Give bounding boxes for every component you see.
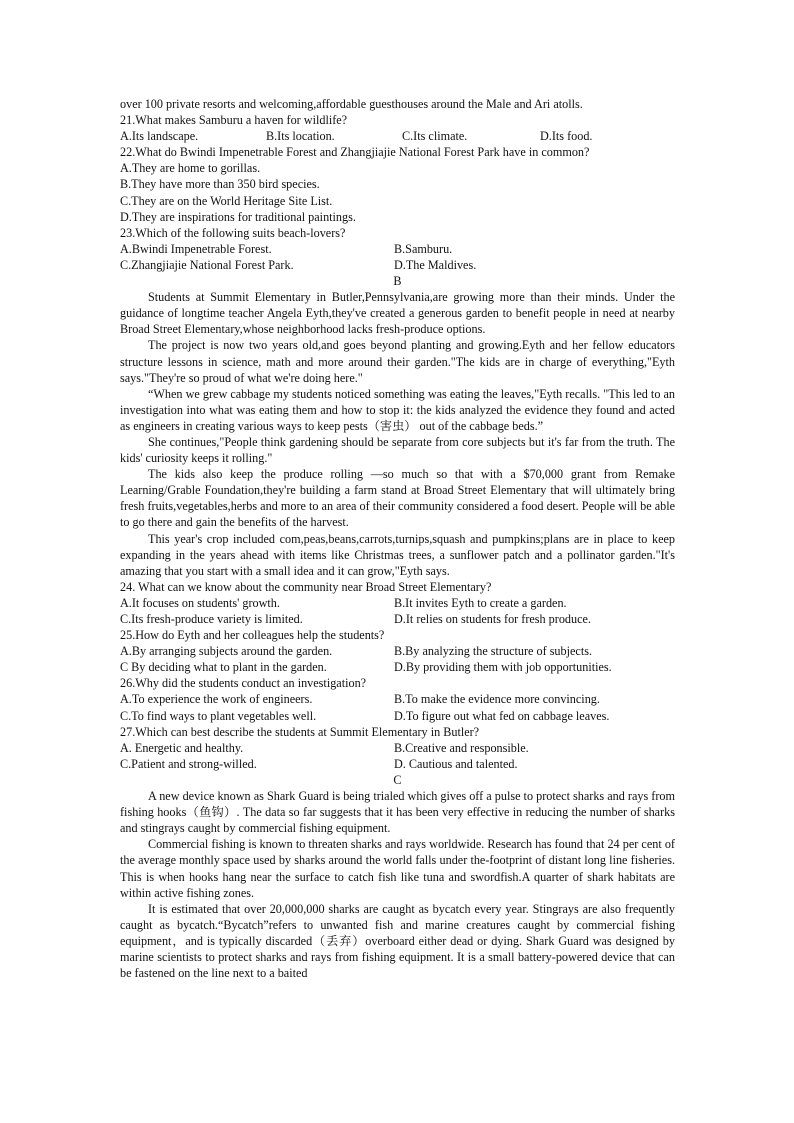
answer-option-row [120,643,675,659]
paragraph: She continues,"People think gardening should be separate from core subjects but it's far from the truth. The kids' curiosity keeps it rolling." [120,434,675,466]
question-stem: 26.Why did the students conduct an investigation? [120,676,367,691]
answer-option: A.Its landscape. [120,129,199,144]
answer-option: D.It relies on students for fresh produce. [394,612,591,626]
answer-option: C.Its fresh-produce variety is limited. [120,612,303,626]
section-c-passage [120,788,675,981]
paragraph: “When we grew cabbage my students noticed something was eating the leaves,"Eyth recalls. "This led to an investigation into what was eating them and how to stop it: the kids analyzed the evidence they found and acted as engineers in creating various ways to keep pests（害虫） out of the cabbage beds.” [120,386,675,433]
answer-option: A.To experience the work of engineers. [120,692,313,707]
answer-option: D.To figure out what fed on cabbage leaves. [394,708,610,723]
section-c-heading: C [393,772,402,787]
paragraph: Students at Summit Elementary in Butler,Pennsylvania,are growing more than their minds. Under the guidance of longtime teacher Angela Eyth,they've created a generous garden to benefit people in need at nearby Broad Street Elementary,whose neighborhood lacks fresh-produce options. [120,290,675,337]
paragraph: The project is now two years old,and goes beyond planting and growing.Eyth and her fellow educators structure lessons in science, math and more around their garden."The kids are in charge of everything,"Eyth says."They're so proud of what we're doing here." [120,338,675,385]
answer-option-row [120,708,675,724]
paragraph: A new device known as Shark Guard is being trialed which gives off a pulse to protect sharks and rays from fishing hooks（鱼钩）. The data so far suggests that it has been very effective in reducing the number of sharks and stingrays caught by commercial fishing equipment. [120,789,675,836]
question-stem: 23.Which of the following suits beach-lovers? [120,225,346,240]
question-stem: 25.How do Eyth and her colleagues help the students? [120,628,385,643]
answer-option: B.Its location. [266,129,335,144]
question-stem: 21.What makes Samburu a haven for wildlife? [120,113,348,128]
answer-option: B.Samburu. [394,241,453,256]
answer-option: A.They are home to gorillas. [120,161,261,176]
answer-option: B.It invites Eyth to create a garden. [394,595,567,610]
answer-option: A.Bwindi Impenetrable Forest. [120,241,272,256]
paragraph: It is estimated that over 20,000,000 sharks are caught as bycatch every year. Stingrays are also frequently caught as bycatch.“Bycatch”refers to unwanted fish and marine creatures caught by commercial fishing equipment，and is typically discarded（丢弃）overboard either dead or dying. Shark Guard was designed by marine scientists to protect sharks and rays from fishing equipment. It is a small battery-powered device that can be fastened on the line next to a baited [120,901,675,981]
question-stem: 27.Which can best describe the students at Summit Elementary in Butler? [120,724,480,739]
answer-option: C By deciding what to plant in the garden. [120,660,327,675]
paragraph: Commercial fishing is known to threaten sharks and rays worldwide. Research has found that 24 per cent of the average monthly space used by sharks around the world falls under the-footprint of distant long line fisheries. This is when hooks hang near the surface to catch fish like tuna and swordfish.A quarter of shark habitats are within active fishing zones. [120,837,675,900]
answer-option: C.They are on the World Heritage Site List. [120,193,333,208]
section-b-heading: B [393,274,402,289]
answer-option-row [120,241,675,257]
answer-option: A.By arranging subjects around the garden. [120,644,333,659]
question-stem: 24. What can we know about the community near Broad Street Elementary? [120,579,492,594]
answer-option-row [120,257,675,273]
answer-option-row [120,691,675,707]
answer-option: B.By analyzing the structure of subjects. [394,644,592,659]
exam-page [120,96,675,981]
answer-option: B.Creative and responsible. [394,740,529,755]
answer-option: A. Energetic and healthy. [120,740,244,755]
question-group-b [120,579,675,772]
answer-option: D.By providing them with job opportunities. [394,660,612,675]
intro-line: over 100 private resorts and welcoming,affordable guesthouses around the Male and Ari atolls. [120,97,583,111]
answer-option: B.They have more than 350 bird species. [120,177,320,192]
answer-option: C.Its climate. [402,129,468,144]
answer-option-row [120,128,675,144]
answer-option: D. Cautious and talented. [394,756,518,771]
question-group-a [120,112,675,273]
paragraph: This year's crop included com,peas,beans,carrots,turnips,squash and pumpkins;plans are in place to keep expanding in the years ahead with items like Christmas trees, a sunflower patch and a pollinator garden."It's amazing that you start with a small idea and it can grow,"Eyth says. [120,531,675,578]
answer-option-row [120,611,675,627]
answer-option: D.Its food. [540,129,593,144]
answer-option: D.The Maldives. [394,257,477,272]
answer-option-row [120,740,675,756]
answer-option: C.To find ways to plant vegetables well. [120,708,317,723]
answer-option: B.To make the evidence more convincing. [394,692,600,707]
paragraph: The kids also keep the produce rolling —so much so that with a $70,000 grant from Remake Learning/Grable Foundation,they're building a farm stand at Broad Street Elementary that will ultimately bring fresh fruits,vegetables,herbs and more to an area of their community considered a food desert. People will be able to go there and gain the benefits of the harvest. [120,467,675,530]
answer-option-row [120,659,675,675]
answer-option: C.Patient and strong-willed. [120,756,257,771]
answer-option: D.They are inspirations for traditional paintings. [120,209,356,224]
question-stem: 22.What do Bwindi Impenetrable Forest and Zhangjiajie National Forest Park have in common? [120,145,590,160]
answer-option-row [120,595,675,611]
answer-option: A.It focuses on students' growth. [120,595,280,610]
answer-option-row [120,756,675,772]
answer-option: C.Zhangjiajie National Forest Park. [120,257,294,272]
section-b-passage [120,289,675,579]
